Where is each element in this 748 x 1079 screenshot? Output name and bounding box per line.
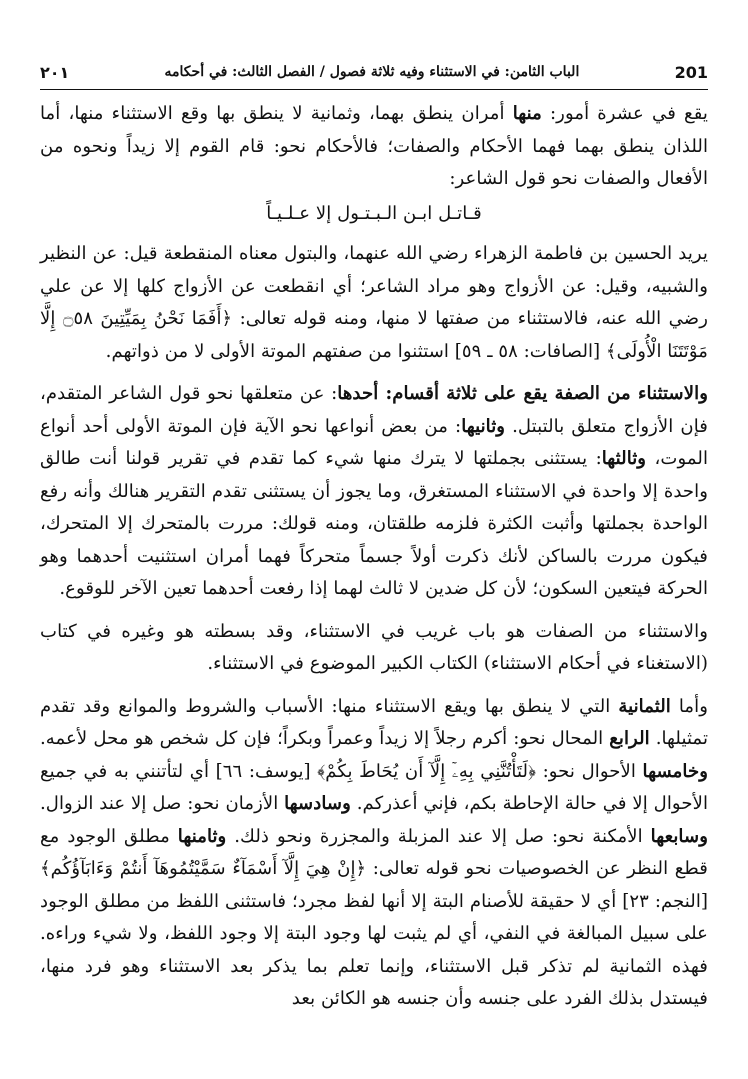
spacer <box>40 606 708 616</box>
text: مطلق الوجود مع قطع النظر عن الخصوصيات نحو قوله تعالى: ﴿إِنْ هِيَ إِلَّآ أَسْمَآءٌ سَمَّيْتُمُوهَآ أَنتُمْ وَءَابَآؤُكُم﴾ [النجم: ٢٣] أي لا حقيقة للأصنام البتة إلا أنها لفظ مجرد؛ فاستثنى اللفظ من مطلق الوجود على سبيل المبالغة في النفي، أي لم يثبت لها وجود البتة إلا وجود اللفظ، ولا شيء وراءه. فهذه الثمانية لم تذكر قبل الاستثناء، وإنما تعلم بما يذكر بعد الاستثناء وهو فرد منها، فيستدل بذلك الفرد على جنسه وأن جنسه هو الكائن بعد <box>40 825 708 1009</box>
text: يقع في عشرة أمور: <box>541 103 708 124</box>
text: : يستثنى بجملتها لا يترك منها شيء كما تقدم في تقرير قولنا أنت طالق واحدة إلا واحدة في الاستثناء المستغرق، وما يجوز أن يستثنى تقدم التقرير هنالك وأنه رفع الواحدة بجملتها وأثبت الكثرة فلزمه طلقتان، ومنه قولك: مررت بالمتحرك إلا المتحرك، فيكون مررت بالساكن لأنك ذكرت أولاً جسماً متحركاً فهما أمران استثنيت أحدهما وهو الحركة فيتعين السكون؛ لأن كل ضدين لا ثالث لهما إذا رفعت أحدهما تعين الآخر للوقوع. <box>40 448 708 599</box>
bold-term: وسادسها <box>284 793 351 814</box>
text: أمران ينطق بهما، وثمانية لا ينطق بها وقع الاستثناء منها، أما اللذان ينطق بهما فهما الأحكام والصفات؛ فالأحكام نحو: قام القوم إلا زيداً ونحوه من الأفعال والصفات نحو قول الشاعر: <box>40 103 708 189</box>
bold-term: وخامسها <box>642 760 708 782</box>
bold-term: وسابعها <box>650 825 708 847</box>
page-number-latin: 201 <box>674 62 708 82</box>
bold-term: وثامنها <box>177 825 227 847</box>
paragraph-2: يريد الحسين بن فاطمة الزهراء رضي الله عنهما، والبتول معناه المنقطعة قيل: عن النظير والشبيه، وقيل: عن الأزواج وهو مراد الشاعر؛ أي انقطعت عن الأزواج كلها إلا عن علي رضي الله عنه، فالاستثناء من صفتها لا منها، ومنه قوله تعالى: ﴿أَفَمَا نَحْنُ بِمَيِّتِينَ ۝٥٨ إِلَّا مَوْتَتَنَا الْأُولَى﴾ [الصافات: ٥٨ ـ ٥٩] استثنوا من صفتهم الموتة الأولى لا من ذواتهم. <box>40 243 708 362</box>
paragraph-3 <box>40 378 708 606</box>
text: الأحوال نحو: ﴿لَتَأْتُنَّنِي بِهِۦٓ إِلَّآ أَن يُحَاطَ بِكُمْ﴾ [يوسف: ٦٦] أي لتأتنني به في جميع الأحوال إلا في حالة الإحاطة بكم، فإني أعذركم. <box>40 760 708 814</box>
bold-term: الرابع <box>609 728 650 749</box>
text: التي لا ينطق بها ويقع الاستثناء منها: الأسباب والشروط والموانع وقد تقدم تمثيلها. <box>40 695 709 749</box>
page-body <box>40 98 708 1071</box>
running-header <box>40 56 708 88</box>
bold-term: وثالثها <box>601 448 647 469</box>
bold-term: وثانيها <box>461 415 506 437</box>
text: : عن متعلقها نحو قول الشاعر المتقدم، فإن الأزواج متعلق بالتبتل. <box>40 383 708 437</box>
bold-term: والاستثناء من الصفة يقع على ثلاثة أقسام: أحدها <box>337 383 708 404</box>
page-number-arabic: ٢٠١ <box>40 62 70 82</box>
bold-term: الثمانية <box>618 695 671 717</box>
text: الأزمان نحو: صل إلا عند الزوال. <box>40 793 285 814</box>
chapter-title: الباب الثامن: في الاستثناء وفيه ثلاثة فصول / الفصل الثالث: في أحكامه <box>164 64 580 80</box>
spacer <box>40 681 708 691</box>
text: الأمكنة نحو: صل إلا عند المزبلة والمجزرة ونحو ذلك. <box>226 825 651 847</box>
paragraph-1 <box>40 98 708 196</box>
header-rule <box>40 89 708 90</box>
text: وأما <box>670 695 709 717</box>
paragraph-5 <box>40 691 708 1016</box>
text: المحال نحو: أكرم رجلاً إلا زيداً وعمراً وبكراً؛ فإن كل شخص هو محل لأعمه. <box>40 728 610 749</box>
poetry-verse: قـاتـل ابـن الـبـتـول إلا عـلـيـاً <box>266 202 482 224</box>
spacer <box>40 368 708 378</box>
bold-term: منها <box>512 103 542 124</box>
text: : من بعض أنواعها نحو الآية فإن الموتة الأولى أحد أنواع الموت، <box>40 415 708 469</box>
paragraph-4: والاستثناء من الصفات هو باب غريب في الاستثناء، وقد بسطته هو وغيره في كتاب (الاستغناء في أحكام الاستثناء) الكتاب الكبير الموضوع في الاستثناء. <box>40 620 708 674</box>
